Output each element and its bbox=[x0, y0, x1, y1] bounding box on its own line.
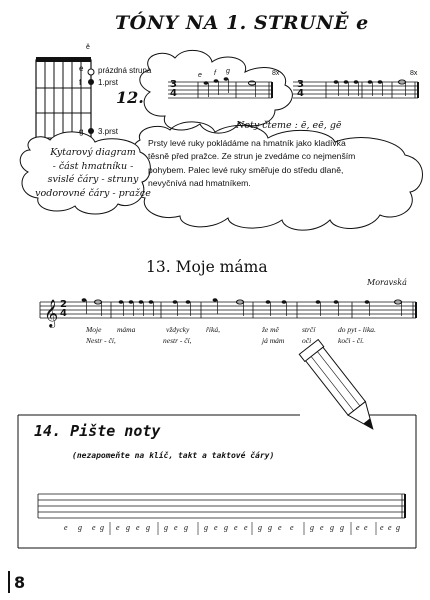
pencil-icon bbox=[299, 340, 382, 437]
note-letter: e bbox=[116, 523, 120, 532]
reading-notes-label: Noty čteme : ē, eē, gē bbox=[236, 120, 342, 131]
lyric-2-4: oči bbox=[302, 336, 312, 345]
note-letter: g bbox=[268, 523, 272, 532]
note-letter: g bbox=[126, 523, 130, 532]
lyric-2-2: nestr - čí, bbox=[163, 336, 192, 345]
top-note-label: ĕ bbox=[86, 44, 90, 51]
instruction-paragraph bbox=[148, 137, 418, 190]
octave-mark-2: 8x bbox=[410, 70, 418, 77]
fret-letter-f: f bbox=[79, 78, 82, 87]
string-label-first-finger: 1.prst bbox=[98, 78, 119, 87]
exercise12-number: 12. bbox=[116, 88, 144, 107]
page-number-bar bbox=[8, 571, 10, 593]
fretboard-diagram bbox=[36, 57, 94, 142]
note-letter: g bbox=[204, 523, 208, 532]
note-letter: e bbox=[320, 523, 324, 532]
note-letter: g bbox=[100, 523, 104, 532]
note-letter: g bbox=[330, 523, 334, 532]
lyric-1-4: říká, bbox=[206, 325, 220, 334]
lyric-1-7: do pyt - lika. bbox=[338, 325, 376, 334]
song-notes bbox=[82, 298, 402, 316]
caption-line-4: vodorovné čáry - pražce bbox=[35, 187, 151, 199]
caption-line-3: svislé čáry - struny bbox=[47, 174, 139, 185]
note-letter: e bbox=[278, 523, 282, 532]
note-letter: e bbox=[356, 523, 360, 532]
octave-mark-1: 8x bbox=[272, 70, 280, 77]
note-letter: e bbox=[174, 523, 178, 532]
song-origin: Moravská bbox=[367, 278, 407, 287]
lyric-1-3: vždycky bbox=[166, 325, 190, 334]
exercise14-title: 14. Pište noty bbox=[34, 422, 161, 440]
staff-exercise12 bbox=[168, 77, 272, 98]
note-letter: e bbox=[214, 523, 218, 532]
note-letter: e bbox=[244, 523, 248, 532]
ex12-letter-e: e bbox=[198, 72, 202, 79]
note-letter: g bbox=[146, 523, 150, 532]
note-letter: e bbox=[388, 523, 392, 532]
note-letter: g bbox=[184, 523, 188, 532]
lyric-1-6: strčí bbox=[302, 325, 316, 334]
paragraph-line-4: nevyčnívá nad hmatníkem. bbox=[148, 177, 251, 188]
note-letter: g bbox=[78, 523, 82, 532]
note-letter: g bbox=[224, 523, 228, 532]
svg-text:𝄞: 𝄞 bbox=[44, 299, 59, 327]
note-letter: g bbox=[258, 523, 262, 532]
fret-letter-g: g bbox=[79, 127, 84, 136]
note-letter: e bbox=[380, 523, 384, 532]
page-title: TÓNY NA 1. STRUNĚ e bbox=[115, 12, 369, 34]
staff-exercise12-octave bbox=[293, 80, 418, 98]
lyric-1-5: že mě bbox=[262, 325, 279, 334]
note-letter: e bbox=[290, 523, 294, 532]
lyric-1-2: máma bbox=[117, 325, 136, 334]
lyric-2-3: já mám bbox=[262, 336, 285, 345]
ex12-letter-f: f bbox=[214, 70, 216, 77]
note-letter: g bbox=[310, 523, 314, 532]
paragraph-line-1: Prsty levé ruky pokládáme na hmatník jako kladívka bbox=[148, 138, 346, 148]
caption-line-1: Kytarový diagram bbox=[50, 147, 136, 158]
note-letter: e bbox=[92, 523, 96, 532]
string-label-open: prázdná struna bbox=[98, 66, 152, 75]
note-letter: e bbox=[136, 523, 140, 532]
note-letter: e bbox=[364, 523, 368, 532]
song-time-signature: 2 4 bbox=[60, 299, 67, 319]
note-letter: g bbox=[164, 523, 168, 532]
caption-line-2: - část hmatníku - bbox=[52, 160, 134, 172]
ex12-letter-g: g bbox=[226, 68, 230, 75]
paragraph-line-2: těsně před pražce. Ze strun je zvedáme co nejmenším bbox=[148, 151, 356, 162]
note-letter: e bbox=[234, 523, 238, 532]
string-label-third-finger: 3.prst bbox=[98, 127, 119, 136]
lyric-2-1: Nestr - čí, bbox=[86, 336, 116, 345]
lyric-2-5: koči - čí. bbox=[338, 336, 365, 345]
exercise12-time-signature-2: 3 4 bbox=[297, 79, 304, 99]
note-letter: e bbox=[64, 523, 68, 532]
exercise14-instruction: (nezapomeňte na klíč, takt a taktové čáry) bbox=[72, 451, 275, 460]
page-number: 8 bbox=[14, 573, 26, 592]
lyric-1-1: Moje bbox=[86, 325, 102, 334]
note-letter: g bbox=[340, 523, 344, 532]
song-title: 13. Moje máma bbox=[146, 258, 268, 276]
diagram-caption bbox=[34, 146, 152, 200]
fret-letter-e: e bbox=[79, 64, 84, 73]
paragraph-line-3: pohybem. Palec levé ruky směřuje do středu dlaně, bbox=[148, 164, 344, 175]
exercise12-time-signature: 3 4 bbox=[170, 79, 177, 99]
staff-song bbox=[40, 299, 416, 328]
note-letter: g bbox=[396, 523, 400, 532]
